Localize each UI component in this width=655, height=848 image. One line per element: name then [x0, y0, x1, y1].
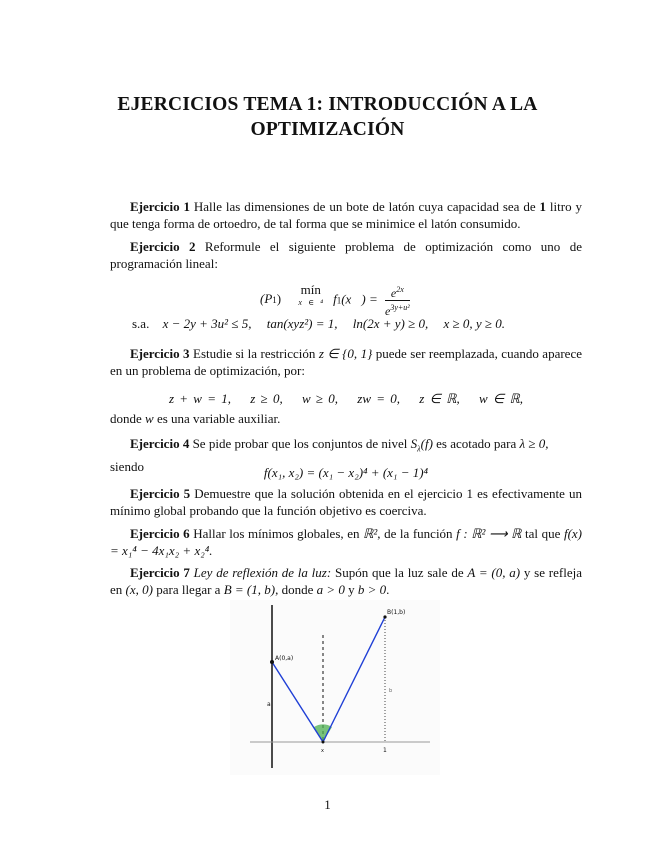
exercise-3-text-a: Estudie si la restricción [189, 346, 319, 361]
exercise-4-label: Ejercicio 4 [130, 436, 190, 451]
exercise-2-text: Reformule el siguiente problema de optimización como uno de programación lineal: [110, 239, 582, 271]
exercise-2-label: Ejercicio 2 [130, 239, 196, 254]
eq-1: z + w = 1, [168, 391, 231, 406]
exercise-3-after: donde w es una variable auxiliar. [110, 411, 281, 426]
eq-6: w ∈ ℝ, [478, 391, 524, 406]
page-number: 1 [324, 797, 331, 812]
objective-f: f [333, 291, 337, 307]
exercise-1-text-a: Halle las dimensiones de un bote de latón cuya capacidad sea de [189, 199, 540, 214]
problem-name: (P1) [260, 291, 282, 307]
exercise-7: Ejercicio 7 Ley de reflexión de la luz: Supón que la luz sale de A = (0, a) y se refleja en (x, 0) para llegar a B = (1, b), donde a > 0 y b > 0. [110, 565, 582, 597]
label-one: 1 [383, 747, 387, 754]
label-a: a [267, 701, 271, 708]
label-x: x [321, 748, 324, 754]
exercise-1-label: Ejercicio 1 [130, 199, 190, 214]
title-line-2: OPTIMIZACIÓN [250, 119, 405, 140]
objective-f-sub: 1 [336, 295, 342, 306]
exercise-1 [110, 198, 582, 232]
exercise-5-label: Ejercicio 5 [130, 486, 191, 501]
title-line-1: EJERCICIOS TEMA 1: INTRODUCCIÓN A LA [117, 94, 538, 115]
subject-to-label: s.a. [132, 316, 150, 331]
constraint-4: x ≥ 0, y ≥ 0. [443, 316, 506, 331]
constraint-3: ln(2x + y) ≥ 0, [352, 316, 429, 331]
exercise-6-label: Ejercicio 6 [130, 526, 190, 541]
objective-f-arg: (x⃗) = [341, 291, 378, 307]
eq-4: zw = 0, [357, 391, 401, 406]
point-a [270, 660, 274, 664]
eq-2: z ≥ 0, [250, 391, 283, 406]
label-point-a: A(0,a) [275, 655, 294, 662]
min-operator: mín x⃗∈ℝ⁴ [298, 282, 324, 307]
figure-background [230, 600, 440, 775]
problem-objective [260, 283, 410, 318]
exercise-3-equations [110, 391, 582, 407]
exercise-5: Ejercicio 5 Demuestre que la solución obtenida en el ejercicio 1 es efectivamente un mínimo global probando que la función objetivo es coerciva. [110, 486, 582, 518]
reflection-figure [230, 600, 440, 775]
exercise-7-label: Ejercicio 7 [130, 565, 190, 580]
exercise-4: Ejercicio 4 Se pide probar que los conjuntos de nivel $S_\lambda(f)$ es acotado para λ ≥ 0, siendo [110, 436, 549, 474]
reflection-point [322, 741, 325, 744]
exercise-2 [110, 238, 582, 272]
exercise-3-math-a: z ∈ {0, 1} [318, 346, 373, 361]
exercise-1-one: 1 [539, 199, 547, 214]
objective-fraction: $\frac{e^{2x}}{e^{3y+u^2}}$ [385, 285, 410, 318]
label-point-b: B(1,b) [387, 609, 406, 616]
exercise-3 [110, 345, 582, 379]
exercise-6: Ejercicio 6 Hallar los mínimos globales, en ℝ², de la función f : ℝ² ⟶ ℝ tal que f(x) = x₁⁴ − 4x₁x₂ + x₂⁴. [110, 526, 582, 558]
exercise-1-text-b: litro y que tenga forma de ortoedro, de tal forma que se minimice el latón consumido. [110, 199, 582, 231]
label-b: b [389, 688, 393, 694]
constraint-1: x − 2y + 3u² ≤ 5, [162, 316, 252, 331]
eq-3: w ≥ 0, [301, 391, 339, 406]
exercise-4-formula: f(x₁, x₂) = (x₁ − x₂)⁴ + (x₁ − 1)⁴ [263, 465, 429, 480]
constraint-2: tan(xyz²) = 1, [266, 316, 338, 331]
eq-5: z ∈ ℝ, [419, 391, 460, 406]
page-title [60, 92, 595, 142]
problem-constraints [132, 316, 505, 332]
exercise-3-label: Ejercicio 3 [130, 346, 190, 361]
exercise-3-text-b: puede ser reemplazada, cuando aparece en un problema de optimización, por: [110, 346, 582, 378]
